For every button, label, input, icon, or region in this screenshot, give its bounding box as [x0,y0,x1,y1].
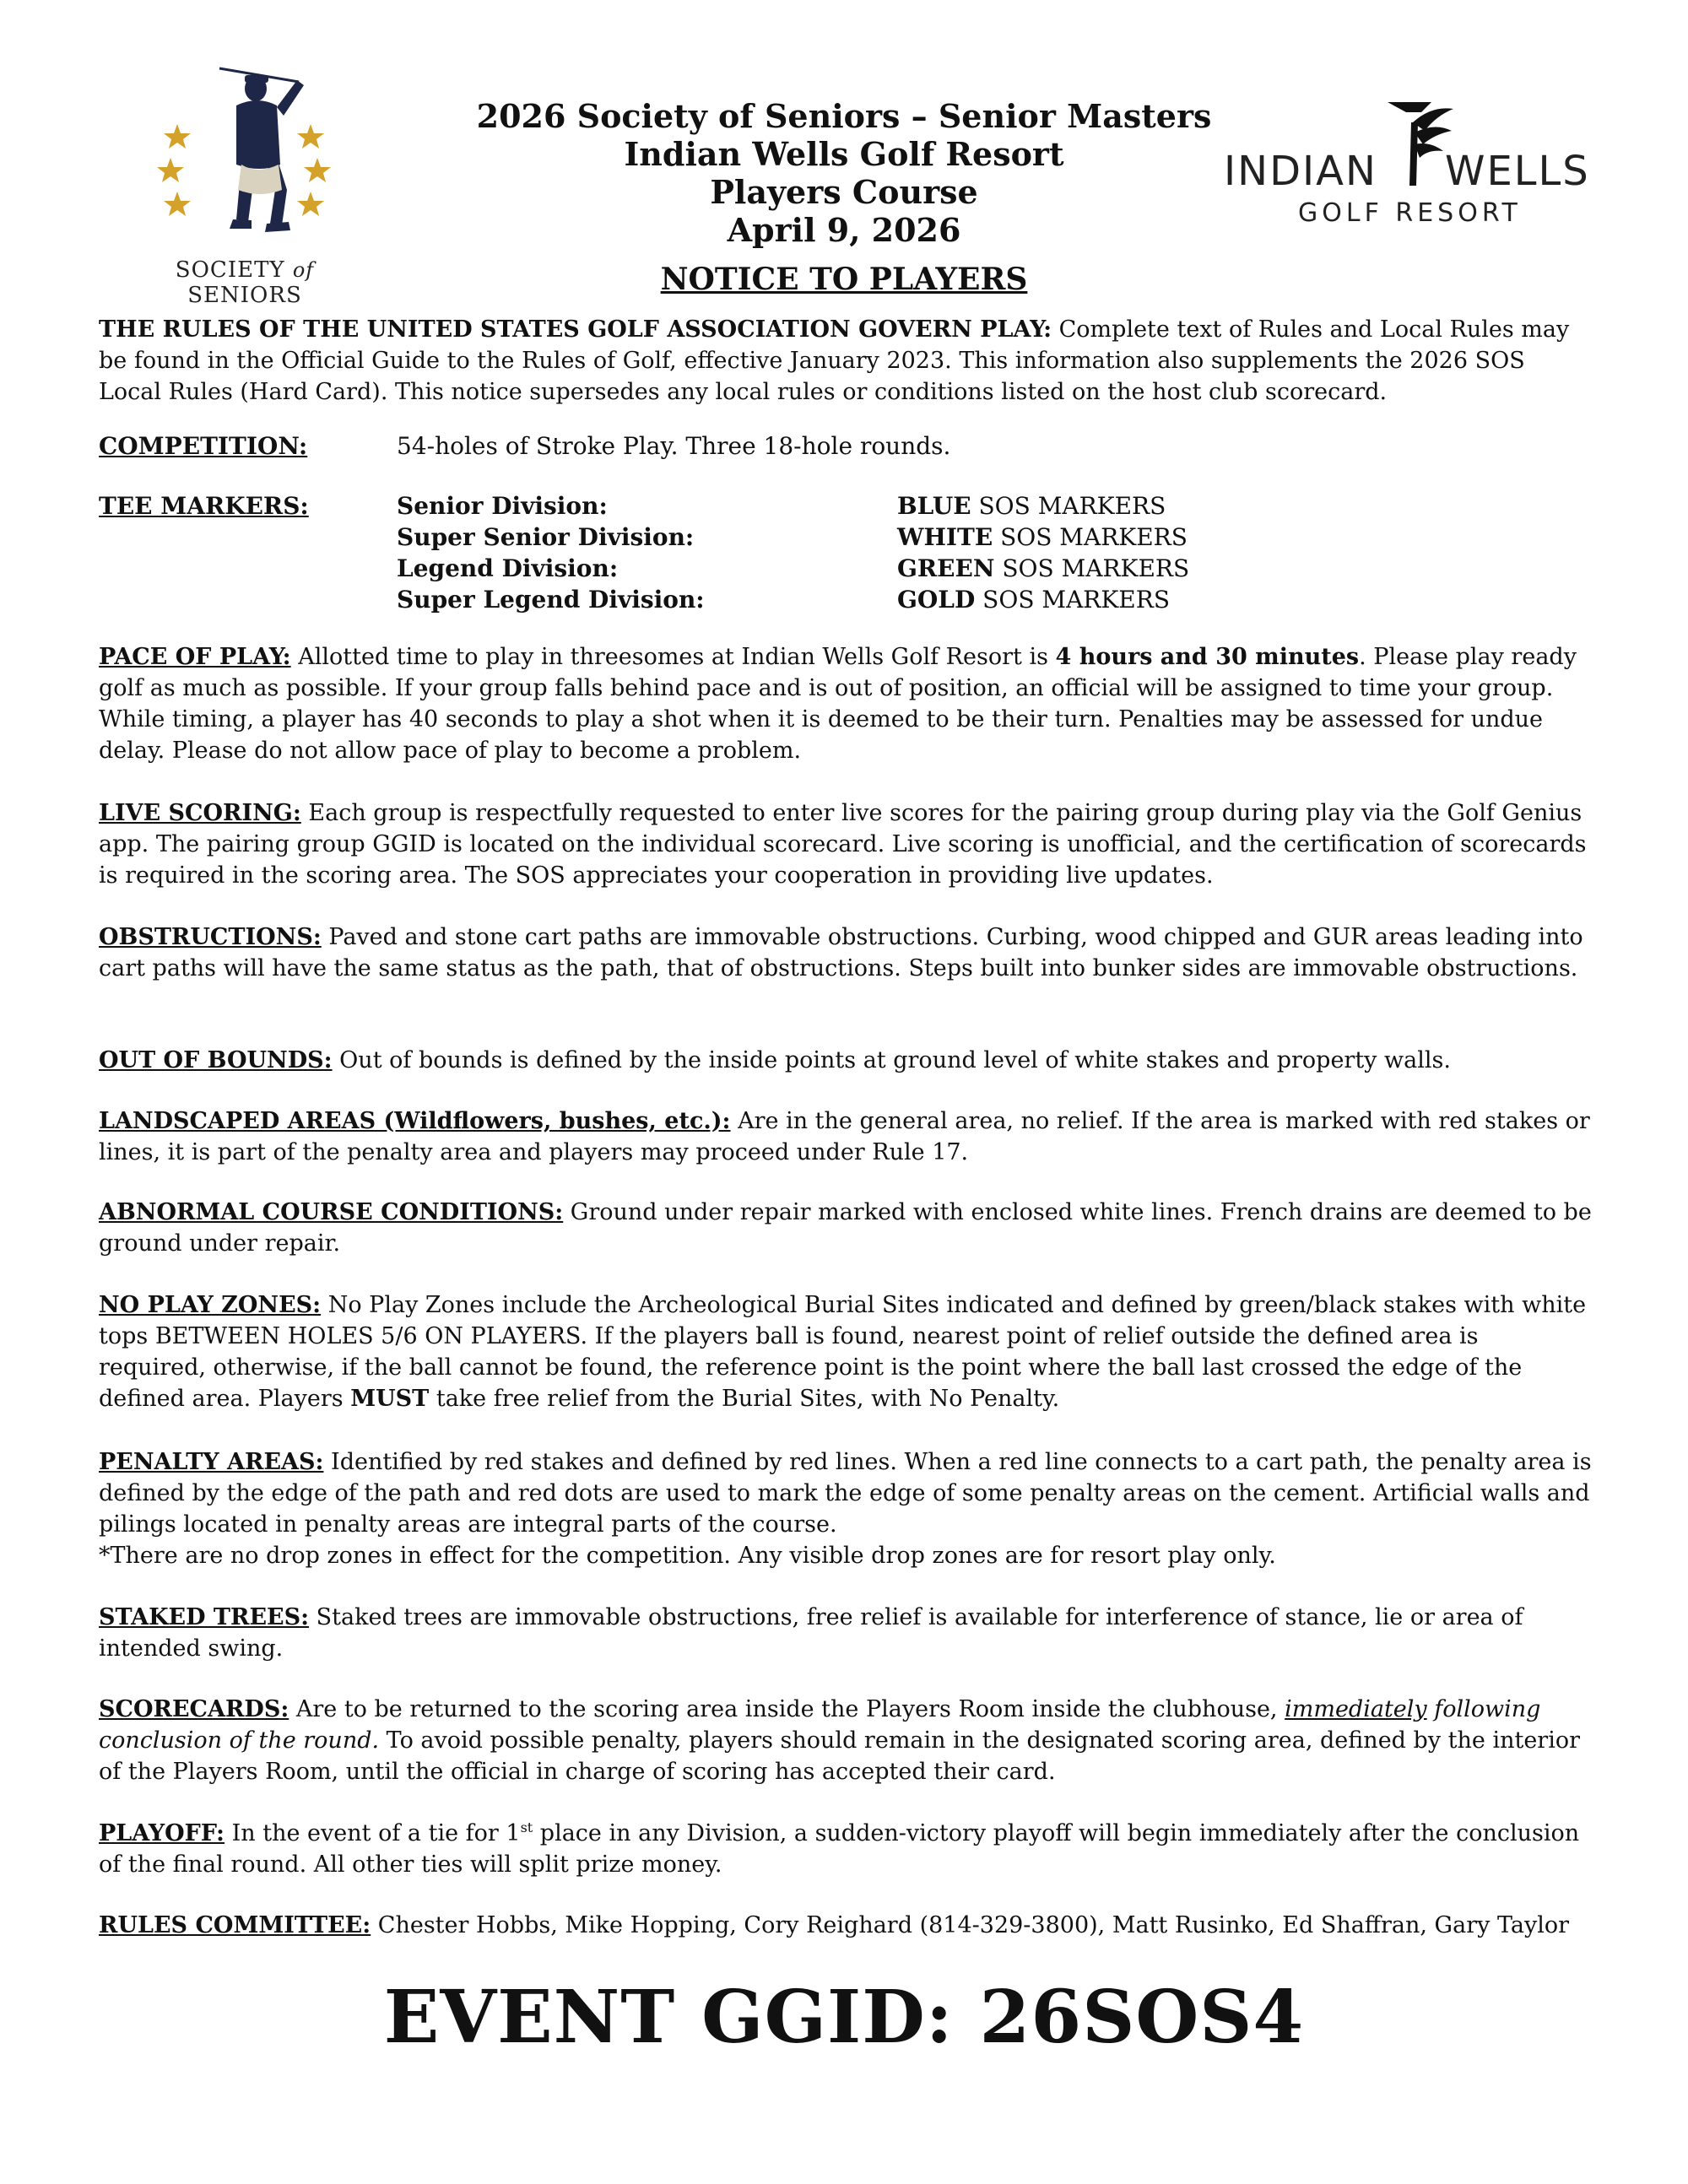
tee-markers-label: TEE MARKERS: [99,492,309,520]
landscaped-label: LANDSCAPED AREAS (Wildflowers, bushes, etc.): [99,1108,731,1134]
intro-paragraph: THE RULES OF THE UNITED STATES GOLF ASSOCIATION GOVERN PLAY: Complete text of Rules and Local Rules may be found in the Official Guide to the Rules of Golf, effective January 2023. This information also supplements the 2026 SOS Local Rules (Hard Card). This notice supersedes any local rules or conditions listed on the host club scorecard. [99,316,1570,405]
event-date: April 9, 2026 [727,211,961,249]
org-caption: SOCIETY of SENIORS [175,257,315,308]
no-play-label: NO PLAY ZONES: [99,1292,322,1318]
staked-trees-label: STAKED TREES: [99,1604,310,1630]
tee-color: GREEN SOS MARKERS [897,554,1190,582]
tee-color: BLUE SOS MARKERS [897,492,1166,520]
logo-word-indian: INDIAN [1224,148,1377,195]
star-icon [164,192,191,216]
obstructions-label: OBSTRUCTIONS: [99,924,322,950]
golfer-icon [230,75,304,232]
drop-zone-note: *There are no drop zones in effect for the competition. Any visible drop zones are for resort play only. [99,1543,1276,1569]
logo-word-wells: WELLS [1445,148,1590,195]
rules-committee-section: RULES COMMITTEE: Chester Hobbs, Mike Hopping, Cory Reighard (814-329-3800), Matt Rusinko, Ed Shaffran, Gary Taylor [99,1912,1570,1938]
staked-trees-section: STAKED TREES: Staked trees are immovable obstructions, free relief is available for interference of stance, lie or area of intended swing. [99,1604,1523,1662]
tee-color: WHITE SOS MARKERS [897,523,1188,551]
logo-word-golf-resort: GOLF RESORT [1298,198,1522,228]
rules-committee-label: RULES COMMITTEE: [99,1912,371,1938]
tee-division: Senior Division: [397,492,608,520]
penalty-label: PENALTY AREAS: [99,1449,324,1475]
event-title-block [473,97,1215,249]
live-scoring-section: LIVE SCORING: Each group is respectfully requested to enter live scores for the pairing group during play via the Golf Genius app. The pairing group GGID is located on the individual scorecard. Live scoring is unofficial, and the certification of scorecards is required in the scoring area. The SOS appreciates your cooperation in providing live updates. [99,800,1587,889]
intro-label: THE RULES OF THE UNITED STATES GOLF ASSOCIATION GOVERN PLAY: [99,316,1052,343]
course-name: Players Course [710,173,978,211]
playoff-section: PLAYOFF: In the event of a tie for 1st place in any Division, a sudden-victory playoff will begin immediately after the conclusion of the final round. All other ties will split prize money. [99,1819,1580,1878]
star-icon [297,192,324,216]
landscaped-section: LANDSCAPED AREAS (Wildflowers, bushes, etc.): Are in the general area, no relief. If the area is marked with red stakes or lines, it is part of the penalty area and players may proceed under Rule 17. [99,1108,1590,1165]
scorecards-section: SCORECARDS: Are to be returned to the scoring area inside the Players Room inside the clubhouse, immediately following conclusion of the round. To avoid possible penalty, players should remain in the designated scoring area, defined by the interior of the Players Room, until the official in charge of scoring has accepted their card. [99,1696,1581,1785]
star-icon [304,158,331,182]
no-play-zones-section: NO PLAY ZONES: No Play Zones include the Archeological Burial Sites indicated and defined by green/black stakes with white tops BETWEEN HOLES 5/6 ON PLAYERS. If the players ball is found, nearest point of relief outside the defined area is required, otherwise, if the ball cannot be found, the reference point is the point where the ball last crossed the edge of the defined area. Players MUST take free relief from the Burial Sites, with No Penalty. [99,1292,1587,1412]
competition-text: 54-holes of Stroke Play. Three 18-hole rounds. [397,432,951,460]
tee-division: Legend Division: [397,554,619,582]
event-ggid: EVENT GGID: 26SOS4 [383,1975,1305,2060]
playoff-label: PLAYOFF: [99,1820,225,1846]
pace-of-play-section: PACE OF PLAY: Allotted time to play in threesomes at Indian Wells Golf Resort is 4 hours and 30 minutes. Please play ready golf as much as possible. If your group falls behind pace and is out of position, an official will be assigned to time your group. While timing, a player has 40 seconds to play a shot when it is deemed to be their turn. Penalties may be assessed for undue delay. Please do not allow pace of play to become a problem. [99,644,1577,764]
star-icon [297,124,324,149]
indian-wells-logo [1224,97,1595,232]
abnormal-conditions-section: ABNORMAL COURSE CONDITIONS: Ground under repair marked with enclosed white lines. French drains are deemed to be ground under repair. [99,1199,1592,1257]
live-scoring-label: LIVE SCORING: [99,800,301,826]
notice-heading: NOTICE TO PLAYERS [660,262,1028,297]
out-of-bounds-section: OUT OF BOUNDS: Out of bounds is defined by the inside points at ground level of white stakes and property walls. [99,1047,1451,1073]
abnormal-label: ABNORMAL COURSE CONDITIONS: [99,1199,564,1225]
event-title: 2026 Society of Seniors – Senior Masters [476,97,1212,135]
penalty-areas-section: PENALTY AREAS: Identified by red stakes and defined by red lines. When a red line connects to a cart path, the penalty area is defined by the edge of the path and red dots are used to mark the edge of some penalty areas on the cement. Artificial walls and pilings located in penalty areas are integral parts of the course. *There are no drop zones in effect for the competition. Any visible drop zones are for resort play only. [99,1449,1592,1569]
obstructions-section: OBSTRUCTIONS: Paved and stone cart paths are immovable obstructions. Curbing, wood chipped and GUR areas leading into cart paths will have the same status as the path, that of obstructions. Steps built into bunker sides are immovable obstructions. [99,924,1583,981]
tee-color: GOLD SOS MARKERS [897,586,1170,614]
competition-label: COMPETITION: [99,432,308,460]
out-of-bounds-label: OUT OF BOUNDS: [99,1047,333,1073]
pace-label: PACE OF PLAY: [99,644,291,670]
star-icon [157,158,184,182]
tee-division: Super Senior Division: [397,523,695,551]
scorecards-label: SCORECARDS: [99,1696,289,1722]
venue-name: Indian Wells Golf Resort [624,135,1064,173]
star-icon [164,124,191,149]
tee-division: Super Legend Division: [397,586,705,614]
